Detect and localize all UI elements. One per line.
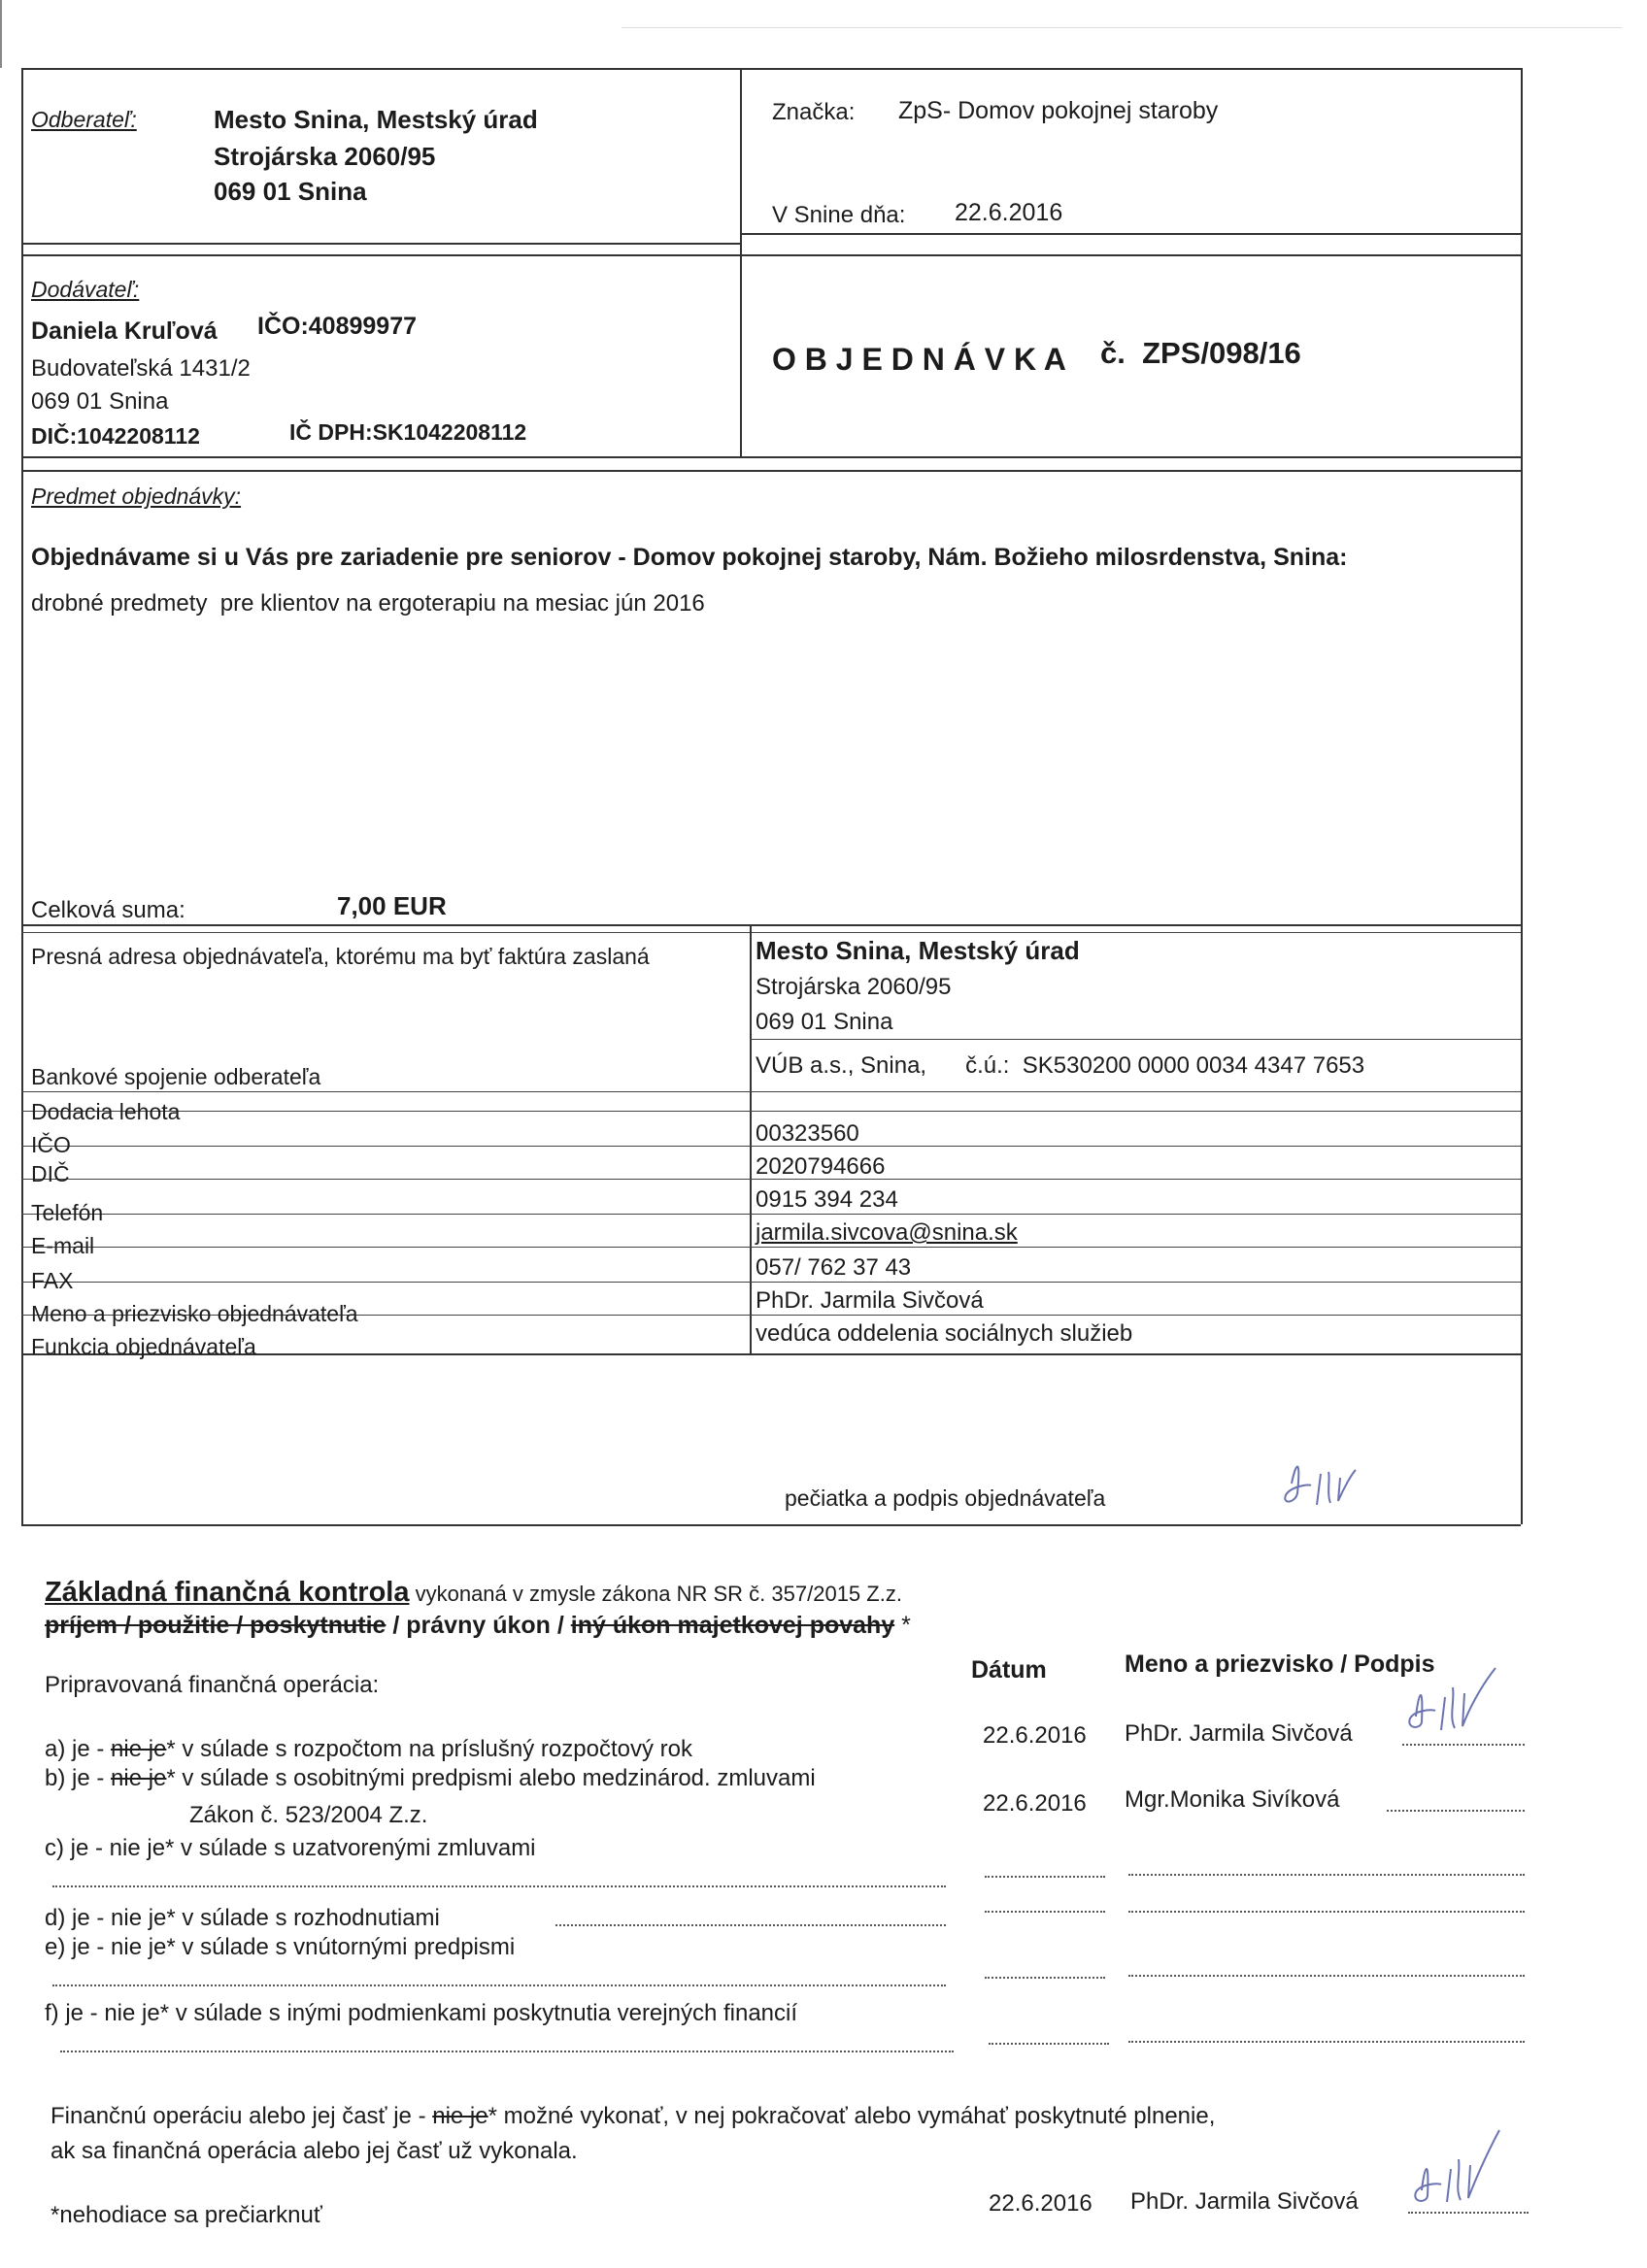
control-title-line (45, 1577, 902, 1609)
final-line-1 (50, 2103, 1215, 2130)
order-title: O B J E D N Á V K A (772, 342, 1066, 377)
details-top-line (21, 924, 1521, 926)
frame-bottom-border (21, 1524, 1521, 1526)
item-e-line (52, 1984, 946, 1986)
signature-image (1262, 1445, 1428, 1522)
header-bottom-line-right (740, 233, 1523, 235)
row-label-phone: Telefón (31, 1200, 104, 1225)
item-a-struck: nie je (111, 1736, 167, 1762)
control-type-struck: príjem / použitie / poskytnutie (45, 1612, 387, 1639)
col-date-header: Dátum (971, 1656, 1047, 1684)
row-line-1 (21, 1091, 1521, 1092)
dodavatel-label: Dodávateľ: (31, 277, 140, 302)
control-type-active: právny úkon (406, 1612, 551, 1639)
row-label-name: Meno a priezvisko objednávateľa (31, 1301, 358, 1326)
col-name-header: Meno a priezvisko / Podpis (1125, 1651, 1435, 1678)
item-f: f) je - nie je* v súlade s inými podmienkami poskytnutia verejných financií (45, 2000, 798, 2026)
frame-right-border (1521, 68, 1523, 1524)
item-d-line (555, 1924, 946, 1926)
supplier-top-line (21, 254, 1521, 256)
row-value-fax: 057/ 762 37 43 (756, 1254, 912, 1281)
address-name: Mesto Snina, Mestský úrad (756, 936, 1080, 965)
final-line-2: ak sa finančná operácia alebo jej časť už vykonala. (50, 2138, 578, 2164)
item-c-name-line (1128, 1874, 1525, 1876)
header-divider (740, 68, 742, 456)
control-type-sep1: / (386, 1612, 407, 1639)
header-bottom-line (21, 243, 742, 245)
row-line-5 (21, 1214, 1521, 1215)
item-b-law: Zákon č. 523/2004 Z.z. (189, 1802, 428, 1828)
znacka-value: ZpS- Domov pokojnej staroby (898, 97, 1219, 124)
date-label: V Snine dňa: (772, 202, 906, 228)
supplier-city: 069 01 Snina (31, 388, 169, 415)
row-label-function: Funkcia objednávateľa (31, 1334, 256, 1359)
control-type-line (45, 1612, 911, 1640)
scan-artifact-edge (0, 0, 2, 68)
row-line-7 (21, 1282, 1521, 1283)
prepared-label: Pripravovaná finančná operácia: (45, 1672, 380, 1698)
frame-left-border (21, 68, 23, 1524)
scan-artifact-line (622, 27, 1622, 28)
odberatel-city: 069 01 Snina (214, 177, 367, 206)
znacka-label: Značka: (772, 99, 856, 125)
item-b-struck: nie je (111, 1765, 167, 1791)
total-label: Celková suma: (31, 897, 185, 923)
final-struck: nie je (432, 2103, 488, 2129)
row-value-email[interactable]: jarmila.sivcova@snina.sk (756, 1219, 1018, 1246)
item-d: d) je - nie je* v súlade s rozhodnutiami (45, 1905, 440, 1931)
row-label-ico: IČO (31, 1132, 71, 1157)
odberatel-street: Strojárska 2060/95 (214, 142, 436, 171)
row-value-bank: VÚB a.s., Snina, č.ú.: SK530200 0000 0034 4347 7653 (756, 1052, 1365, 1079)
subject-headline: Objednávame si u Vás pre zariadenie pre seniorov - Domov pokojnej staroby, Nám. Božieho milosrdenstva, Snina: (31, 544, 1348, 571)
final-name: PhDr. Jarmila Sivčová (1130, 2188, 1359, 2215)
item-a-date: 22.6.2016 (983, 1722, 1087, 1749)
date-value: 22.6.2016 (955, 199, 1063, 226)
address-label: Presná adresa objednávateľa, ktorému ma byť faktúra zaslaná (31, 944, 650, 969)
supplier-ico: IČO:40899977 (257, 313, 418, 340)
supplier-street: Budovateľská 1431/2 (31, 355, 251, 382)
item-b-name: Mgr.Monika Sivíková (1125, 1786, 1340, 1813)
item-d-name-line (1128, 1911, 1525, 1913)
final-prefix: Finančnú operáciu alebo jej časť je - (50, 2103, 433, 2129)
final-rest: * možné vykonať, v nej pokračovať alebo vymáhať poskytnuté plnenie, (487, 2103, 1216, 2129)
supplier-name: Daniela Kruľová (31, 317, 218, 345)
subject-description: drobné predmety pre klientov na ergoterapiu na mesiac jún 2016 (31, 590, 705, 617)
item-e-date-line (985, 1977, 1105, 1979)
item-b-signature-line (1387, 1810, 1525, 1812)
item-a-prefix: a) je - (45, 1736, 112, 1762)
control-type-sep2: / (550, 1612, 571, 1639)
row-line-2 (21, 1111, 1521, 1112)
item-f-line (60, 2051, 954, 2052)
item-a-rest: * v súlade s rozpočtom na príslušný rozpočtový rok (166, 1736, 692, 1762)
supplier-icdph: IČ DPH:SK1042208112 (289, 419, 527, 445)
item-b-rest: * v súlade s osobitnými predpismi alebo medzinárod. zmluvami (166, 1765, 816, 1791)
item-b-prefix: b) je - (45, 1765, 112, 1791)
item-c-date-line (985, 1876, 1105, 1878)
row-value-ico: 00323560 (756, 1120, 859, 1147)
frame-top-border (21, 68, 1521, 70)
item-f-date-line (989, 2043, 1109, 2045)
subject-label: Predmet objednávky: (31, 484, 242, 509)
subject-top-line (21, 470, 1521, 472)
control-title: Základná finančná kontrola (45, 1577, 410, 1608)
control-title-suffix: vykonaná v zmysle zákona NR SR č. 357/2015 Z.z. (409, 1582, 902, 1606)
supplier-dic: DIČ:1042208112 (31, 423, 200, 449)
row-line-6 (21, 1247, 1521, 1248)
details-divider (750, 924, 752, 1353)
control-type-star: * (894, 1612, 911, 1639)
item-d-date-line (985, 1911, 1105, 1913)
item-a-name: PhDr. Jarmila Sivčová (1125, 1720, 1353, 1747)
signature-image (1389, 1658, 1534, 1746)
row-label-fax: FAX (31, 1268, 74, 1293)
order-number: č. ZPS/098/16 (1100, 336, 1301, 370)
item-f-name-line (1128, 2041, 1525, 2043)
row-value-function: vedúca oddelenia sociálnych služieb (756, 1320, 1133, 1347)
item-a (45, 1736, 692, 1763)
footnote: *nehodiace sa prečiarknuť (50, 2202, 322, 2228)
supplier-bottom-line (21, 456, 1521, 458)
row-label-delivery: Dodacia lehota (31, 1099, 181, 1124)
item-c: c) je - nie je* v súlade s uzatvorenými zmluvami (45, 1835, 536, 1861)
row-line-0 (750, 1039, 1521, 1040)
odberatel-label: Odberateľ: (31, 107, 137, 132)
row-value-phone: 0915 394 234 (756, 1186, 898, 1213)
details-second-line (21, 932, 1521, 933)
item-e-name-line (1128, 1975, 1525, 1977)
total-value: 7,00 EUR (337, 891, 447, 920)
signature-image (1398, 2117, 1544, 2214)
address-street: Strojárska 2060/95 (756, 974, 952, 1000)
item-b-date: 22.6.2016 (983, 1790, 1087, 1817)
control-type-struck2: iný úkon majetkovej povahy (570, 1612, 895, 1639)
item-b (45, 1765, 816, 1792)
row-label-bank: Bankové spojenie odberateľa (31, 1064, 321, 1089)
stamp-label: pečiatka a podpis objednávateľa (785, 1485, 1106, 1511)
row-value-name: PhDr. Jarmila Sivčová (756, 1287, 984, 1314)
address-city: 069 01 Snina (756, 1009, 893, 1035)
row-value-dic: 2020794666 (756, 1153, 886, 1180)
final-date: 22.6.2016 (989, 2190, 1092, 2217)
item-e: e) je - nie je* v súlade s vnútornými predpismi (45, 1934, 516, 1960)
item-c-line (52, 1885, 946, 1887)
odberatel-name: Mesto Snina, Mestský úrad (214, 105, 538, 134)
row-label-email: E-mail (31, 1233, 95, 1258)
row-label-dic: DIČ (31, 1161, 70, 1186)
